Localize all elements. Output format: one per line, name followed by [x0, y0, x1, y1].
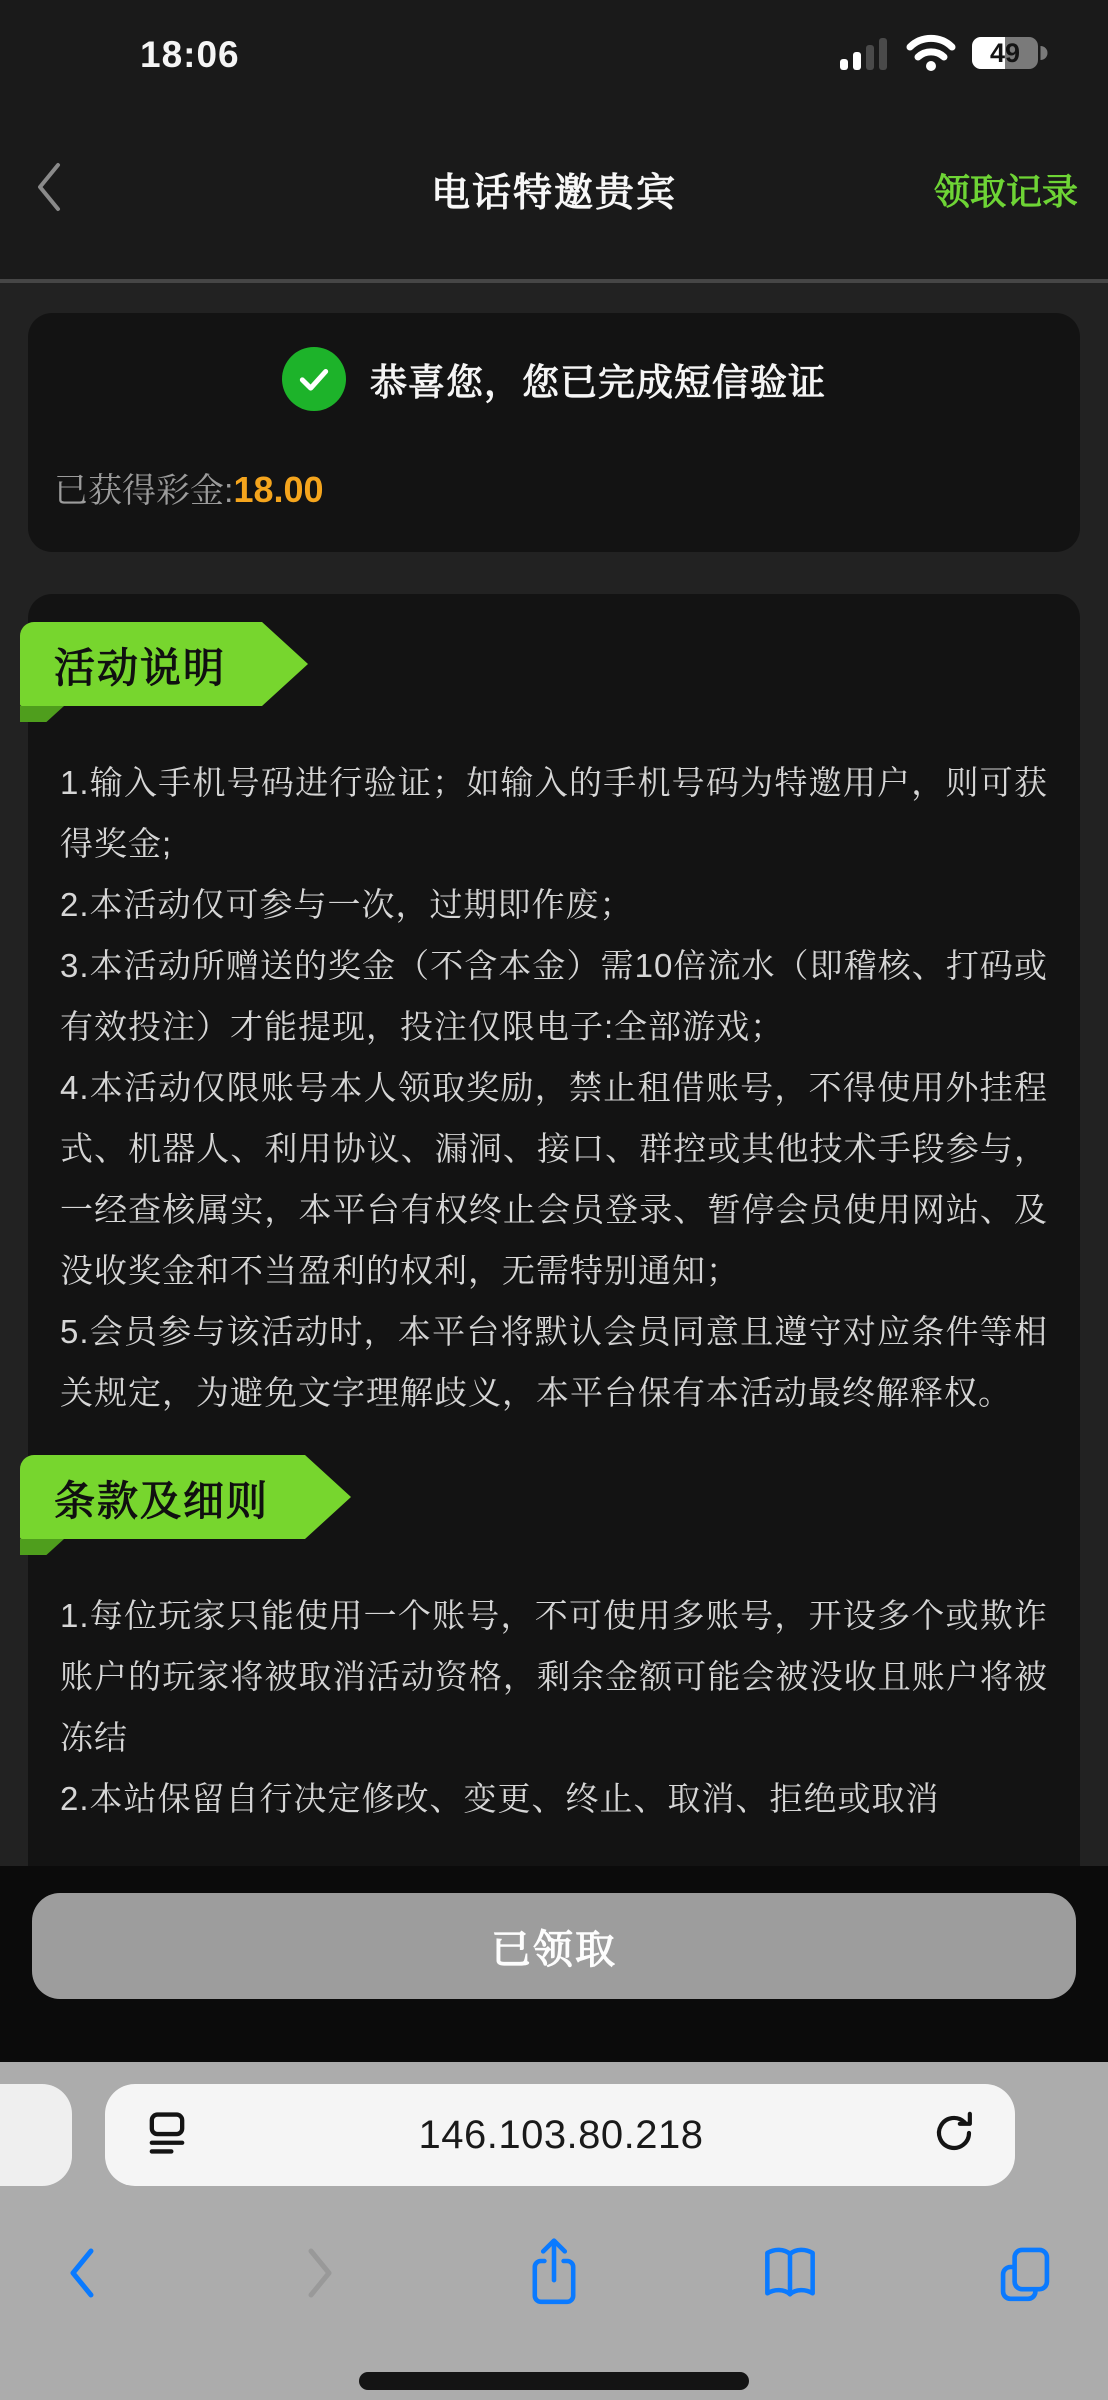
nav-bar	[0, 100, 1108, 283]
chevron-left-icon	[63, 2245, 103, 2301]
page-title: 电话特邀贵宾	[430, 171, 677, 215]
activity-details-card	[28, 594, 1080, 1949]
activity-rule: 1.输入手机号码进行验证；如输入的手机号码为特邀用户，则可获得奖金;	[60, 764, 1048, 862]
terms-rules	[60, 1585, 1048, 1829]
activity-rule: 3.本活动所赠送的奖金（不含本金）需10倍流水（即稽核、打码或有效投注）才能提现，投注仅限电子:全部游戏；	[60, 947, 1048, 1045]
share-button[interactable]	[519, 2238, 589, 2308]
clock: 18:06	[140, 34, 240, 75]
bottom-action-bar	[0, 1866, 1108, 2062]
tabs-icon	[995, 2243, 1055, 2303]
battery-icon	[972, 35, 1050, 76]
chevron-right-icon	[299, 2245, 339, 2301]
claimed-button[interactable]: 已领取	[32, 1893, 1076, 1999]
address-bar[interactable]	[105, 2084, 1015, 2186]
back-button[interactable]	[30, 159, 70, 220]
check-circle-icon	[282, 347, 346, 411]
bonus-amount: 18.00	[233, 469, 324, 510]
reader-icon	[141, 2107, 193, 2164]
browser-forward-button[interactable]	[284, 2238, 354, 2308]
safari-toolbar	[0, 2238, 1108, 2308]
success-message: 恭喜您，您已完成短信验证	[370, 362, 826, 403]
activity-rule: 4.本活动仅限账号本人领取奖励，禁止租借账号，不得使用外挂程式、机器人、利用协议、漏洞、接口、群控或其他技术手段参与，一经查核属实，本平台有权终止会员登录、暂停会员使用网站、及没收奖金和不当盈利的权利，无需特别通知；	[60, 1069, 1048, 1289]
home-indicator[interactable]	[359, 2372, 749, 2390]
browser-back-button[interactable]	[48, 2238, 118, 2308]
reload-button[interactable]	[929, 2108, 979, 2163]
bookmarks-button[interactable]	[755, 2238, 825, 2308]
cellular-signal-icon	[838, 33, 890, 78]
bonus-row	[54, 463, 1054, 512]
chevron-left-icon	[30, 159, 70, 220]
wifi-icon	[904, 33, 958, 78]
bonus-label: 已获得彩金:	[54, 472, 234, 510]
activity-rules	[60, 752, 1048, 1423]
claim-record-link[interactable]: 领取记录	[933, 171, 1078, 212]
share-icon	[525, 2237, 583, 2309]
tabs-button[interactable]	[990, 2238, 1060, 2308]
activity-rule: 5.会员参与该活动时，本平台将默认会员同意且遵守对应条件等相关规定，为避免文字理解歧义，本平台保有本活动最终解释权。	[60, 1313, 1048, 1411]
reader-options-button[interactable]	[141, 2107, 193, 2164]
reload-icon	[929, 2108, 979, 2163]
safari-chrome	[0, 2062, 1108, 2400]
open-book-icon	[759, 2242, 821, 2304]
terms-header-ribbon: 条款及细则	[20, 1455, 305, 1539]
activity-rule: 2.本活动仅可参与一次，过期即作废；	[60, 886, 634, 923]
activity-header-ribbon: 活动说明	[20, 622, 262, 706]
battery-percent: 49	[989, 37, 1021, 68]
verification-success-card	[28, 313, 1080, 552]
terms-rule: 2.本站保留自行决定修改、变更、终止、取消、拒绝或取消	[60, 1780, 940, 1817]
status-bar	[0, 0, 1108, 100]
page-content	[0, 313, 1108, 1949]
terms-rule: 1.每位玩家只能使用一个账号，不可使用多账号，开设多个或欺诈账户的玩家将被取消活动资格，剩余金额可能会被没收且账户将被冻结	[60, 1597, 1048, 1756]
url-text[interactable]: 146.103.80.218	[418, 2112, 704, 2157]
previous-tab-peek[interactable]	[0, 2084, 72, 2186]
